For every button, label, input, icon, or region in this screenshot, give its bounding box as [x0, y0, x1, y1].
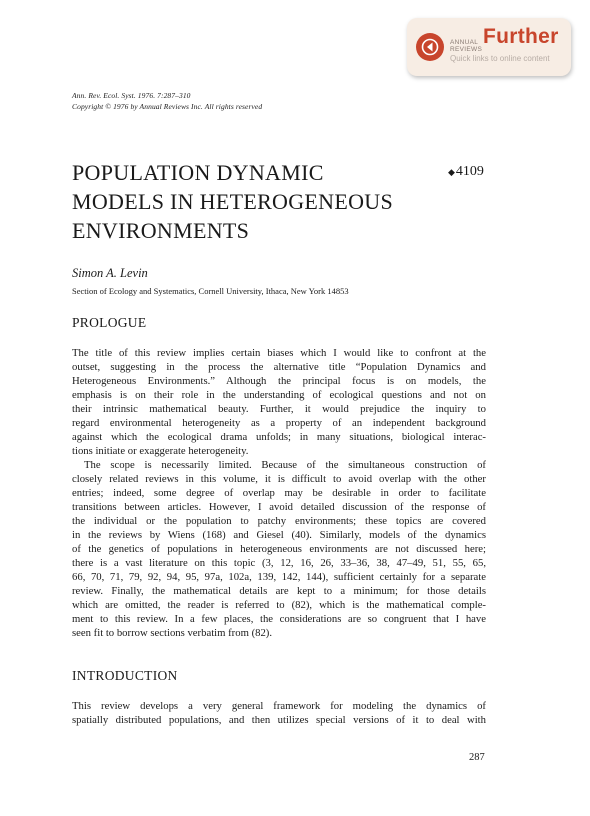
- author-affiliation: Section of Ecology and Systematics, Cornell University, Ithaca, New York 14853: [72, 286, 349, 296]
- paragraph-line: Heterogeneous Environments.” Although the principal focus is on models, the: [72, 375, 486, 387]
- paragraph-line: This review develops a very general framework for modeling the dynamics of: [72, 700, 486, 712]
- title-line: POPULATION DYNAMIC: [72, 160, 324, 185]
- paragraph-line: regard environmental heterogeneity as a property of an independent background: [72, 417, 486, 429]
- diamond-icon: ◆: [448, 166, 455, 177]
- paragraph-line: of the genetics of populations in heterogeneous environments are not discussed here;: [72, 543, 486, 555]
- copyright-notice: Copyright © 1976 by Annual Reviews Inc. All rights reserved: [72, 102, 263, 111]
- paragraph-line: transitions between articles. However, I avoid detailed discussion of the response of: [72, 501, 486, 513]
- author-name: Simon A. Levin: [72, 266, 148, 280]
- paragraph-line: closely related reviews in this volume, it is difficult to avoid overlap with the other: [72, 473, 486, 485]
- paragraph-line: 66, 70, 71, 79, 92, 94, 95, 97a, 102a, 139, 142, 144), sufficient certainly for a separate: [72, 571, 486, 583]
- journal-citation: Ann. Rev. Ecol. Syst. 1976. 7:287–310: [72, 91, 191, 100]
- paragraph-line: their intrinsic mathematical beauty. Further, it would prejudice the inquiry to: [72, 403, 486, 415]
- section-heading-prologue: PROLOGUE: [72, 315, 147, 330]
- article-number-value: 4109: [455, 164, 484, 179]
- paragraph-line: ment to this review. In a few places, the considerations are so congruent that I have: [72, 613, 486, 625]
- section-heading-introduction: INTRODUCTION: [72, 668, 178, 683]
- page-number: 287: [469, 752, 485, 763]
- badge-label-reviews: REVIEWS: [450, 46, 483, 53]
- paragraph-line: there is a vast literature on this topic (3, 12, 16, 26, 33–36, 38, 47–49, 51, 55, 65,: [72, 557, 486, 569]
- paragraph-line: The title of this review implies certain biases which I would like to confront at the: [72, 347, 486, 359]
- title-line: ENVIRONMENTS: [72, 218, 250, 243]
- title-line: MODELS IN HETEROGENEOUS: [72, 189, 393, 214]
- badge-label-annual: ANNUAL: [450, 39, 479, 46]
- paragraph-line: against which the ecological drama unfolds; in many situations, biological interac-: [72, 431, 486, 443]
- annual-reviews-further-badge[interactable]: [407, 18, 571, 76]
- badge-tagline: Quick links to online content: [450, 54, 550, 63]
- article-number: [448, 164, 484, 180]
- paragraph-line: spatially distributed populations, and then utilizes special versions of it to deal with: [72, 714, 486, 726]
- paragraph-line: The scope is necessarily limited. Because of the simultaneous construction of: [84, 459, 486, 471]
- play-arrow-icon: [416, 33, 444, 61]
- paragraph-line: in the reviews by Wiens (168) and Giesel (40). Similarly, models of the dynamics: [72, 529, 486, 541]
- paragraph-line: the individual or the population to patchy environments; these topics are covered: [72, 515, 486, 527]
- badge-brand: Further: [483, 25, 559, 48]
- paragraph-line: seen fit to borrow sections verbatim from (82).: [72, 627, 273, 639]
- paragraph-line: tions initiate or exaggerate heterogeneity.: [72, 445, 249, 457]
- paragraph-line: entries; indeed, some degree of overlap may be desirable in order to facilitate: [72, 487, 486, 499]
- paragraph-line: which are omitted, the reader is referred to (82), which is the mathematical comple-: [72, 599, 486, 611]
- paragraph-line: outset, suggesting in the process the alternative title “Population Dynamics and: [72, 361, 486, 373]
- paragraph-line: emphasis is on their role in the understanding of ecological questions and not on: [72, 389, 486, 401]
- paragraph-line: review. Finally, the mathematical details are kept to a minimum; for those details: [72, 585, 486, 597]
- article-title: [72, 158, 393, 245]
